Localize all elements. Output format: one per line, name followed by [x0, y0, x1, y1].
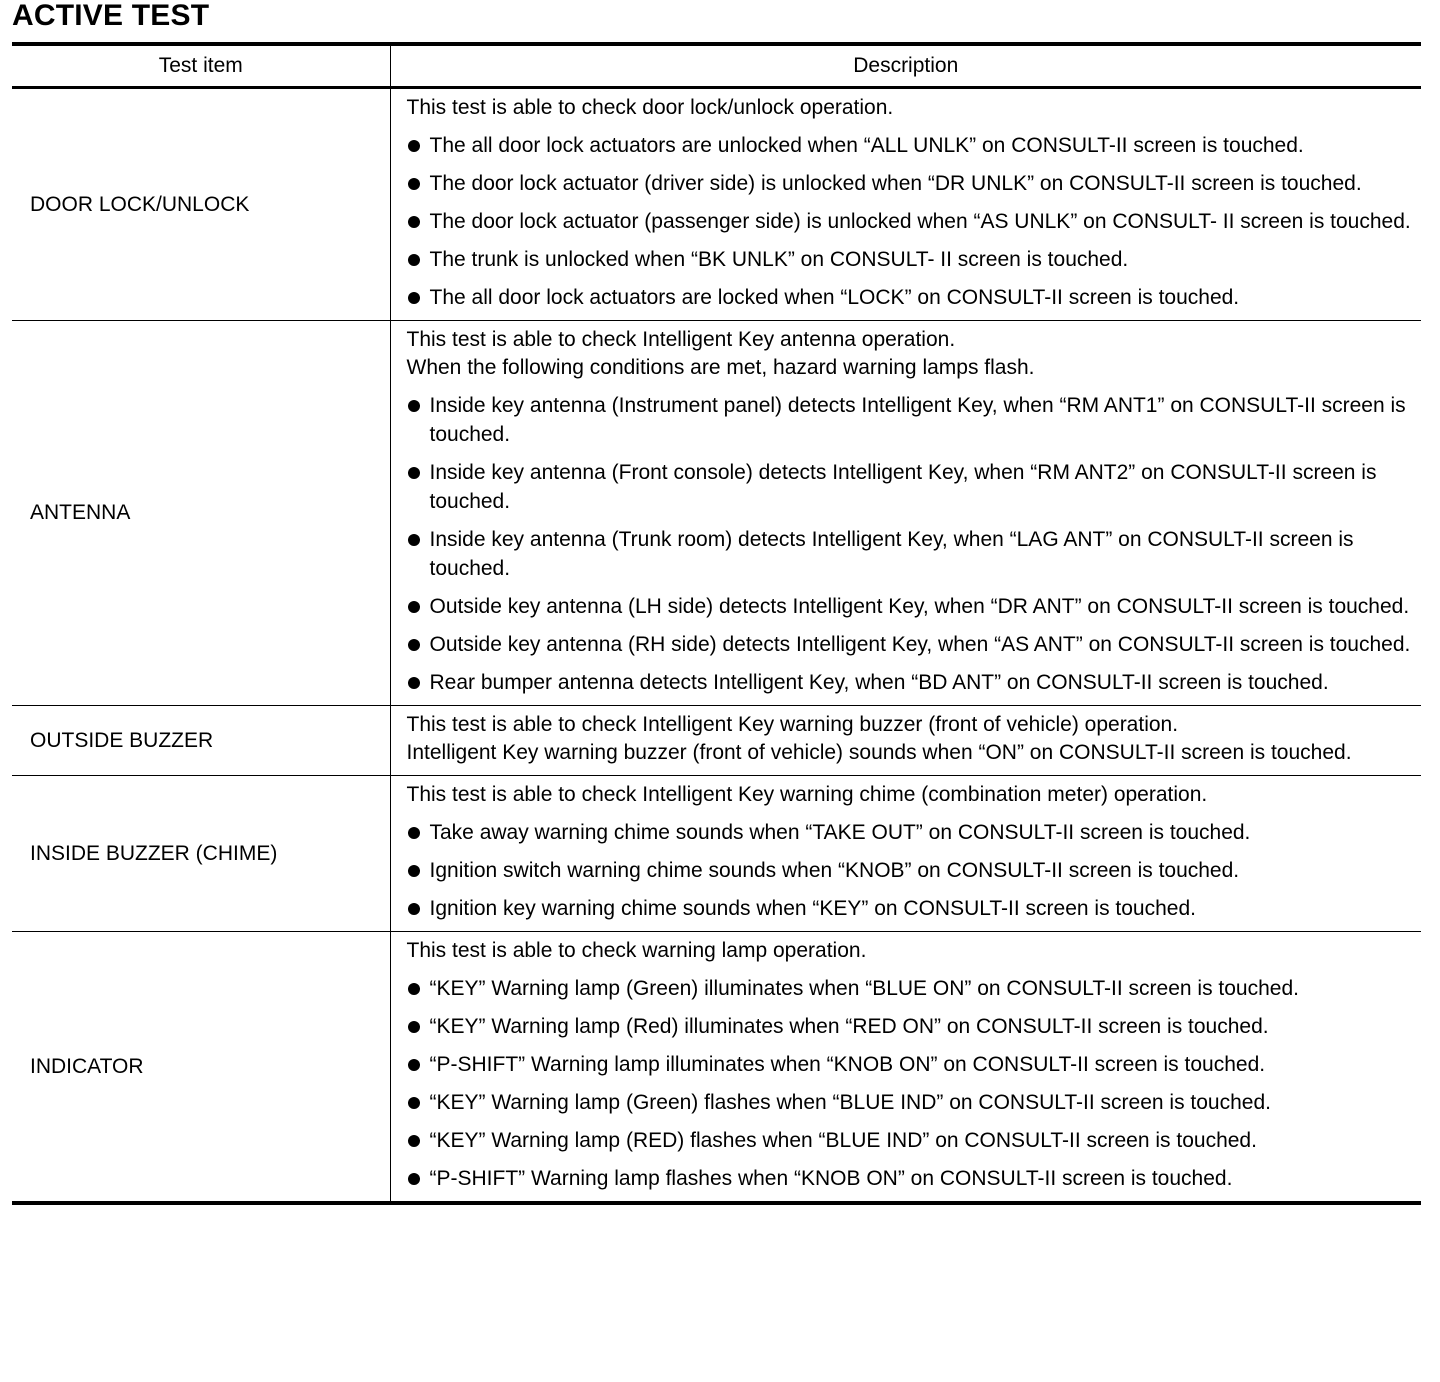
- description-intro-line: This test is able to check door lock/unlock operation.: [406, 96, 894, 119]
- bullet-text: “KEY” Warning lamp (Green) illuminates when “BLUE ON” on CONSULT-II screen is touched.: [429, 977, 1299, 1000]
- bullet-icon: [408, 639, 420, 651]
- bullet-text: Rear bumper antenna detects Intelligent Key, when “BD ANT” on CONSULT-II screen is touched.: [429, 671, 1329, 694]
- bullet-text: “KEY” Warning lamp (Red) illuminates when “RED ON” on CONSULT-II screen is touched.: [429, 1015, 1269, 1038]
- description-intro-line: This test is able to check Intelligent Key antenna operation.: [406, 328, 956, 351]
- description-cell: [390, 932, 1421, 1204]
- bullet-text: The trunk is unlocked when “BK UNLK” on CONSULT- II screen is touched.: [429, 248, 1129, 271]
- table-row: [12, 321, 1421, 706]
- bullet-icon: [408, 216, 420, 228]
- description-intro-line: This test is able to check Intelligent Key warning buzzer (front of vehicle) operation.: [406, 713, 1179, 736]
- bullet-icon: [408, 903, 420, 915]
- list-item: [407, 169, 1414, 198]
- list-item: [407, 974, 1414, 1003]
- bullet-text: Ignition key warning chime sounds when “KEY” on CONSULT-II screen is touched.: [429, 897, 1196, 920]
- list-item: [407, 1012, 1414, 1041]
- list-item: [407, 458, 1414, 516]
- list-item: [407, 207, 1414, 236]
- table-row: [12, 776, 1421, 932]
- bullet-icon: [408, 983, 420, 995]
- description-cell: [390, 706, 1421, 776]
- list-item: [407, 592, 1414, 621]
- bullet-icon: [408, 1097, 420, 1109]
- description-cell: [390, 88, 1421, 321]
- bullet-text: The door lock actuator (passenger side) is unlocked when “AS UNLK” on CONSULT- II screen is touched.: [429, 210, 1411, 233]
- description-intro-line: This test is able to check warning lamp operation.: [406, 939, 867, 962]
- bullet-text: “P-SHIFT” Warning lamp illuminates when “KNOB ON” on CONSULT-II screen is touched.: [429, 1053, 1266, 1076]
- bullet-icon: [408, 140, 420, 152]
- test-item-cell: INSIDE BUZZER (CHIME): [12, 776, 390, 932]
- active-test-table: [12, 42, 1421, 1205]
- bullet-icon: [408, 827, 420, 839]
- list-item: [407, 894, 1414, 923]
- bullet-icon: [408, 677, 420, 689]
- page-title: ACTIVE TEST: [12, 0, 210, 32]
- list-item: [407, 668, 1414, 697]
- bullet-text: Outside key antenna (RH side) detects Intelligent Key, when “AS ANT” on CONSULT-II screen is touched.: [429, 633, 1411, 656]
- bullet-list: [407, 818, 1414, 923]
- bullet-text: “KEY” Warning lamp (RED) flashes when “BLUE IND” on CONSULT-II screen is touched.: [429, 1129, 1257, 1152]
- list-item: [407, 391, 1414, 449]
- test-item-cell: DOOR LOCK/UNLOCK: [12, 88, 390, 321]
- table-header-row: [12, 44, 1421, 88]
- bullet-text: Inside key antenna (Front console) detects Intelligent Key, when “RM ANT2” on CONSULT-II screen is touched.: [429, 461, 1377, 513]
- list-item: [407, 131, 1414, 160]
- bullet-text: Inside key antenna (Trunk room) detects Intelligent Key, when “LAG ANT” on CONSULT-II screen is touched.: [429, 528, 1354, 580]
- bullet-icon: [408, 1135, 420, 1147]
- bullet-icon: [408, 534, 420, 546]
- bullet-text: Outside key antenna (LH side) detects Intelligent Key, when “DR ANT” on CONSULT-II screen is touched.: [429, 595, 1410, 618]
- table-row: [12, 88, 1421, 321]
- header-test-item: Test item: [12, 44, 390, 88]
- bullet-icon: [408, 1059, 420, 1071]
- test-item-cell: ANTENNA: [12, 321, 390, 706]
- bullet-icon: [408, 1173, 420, 1185]
- bullet-icon: [408, 467, 420, 479]
- description-cell: [390, 321, 1421, 706]
- description-intro-line: When the following conditions are met, hazard warning lamps flash.: [406, 356, 1035, 379]
- table-row: [12, 706, 1421, 776]
- table-body: [12, 88, 1421, 1204]
- bullet-icon: [408, 178, 420, 190]
- header-description: Description: [390, 44, 1421, 88]
- bullet-list: [407, 131, 1414, 312]
- table-row: [12, 932, 1421, 1204]
- list-item: [407, 1088, 1414, 1117]
- description-intro-line: This test is able to check Intelligent Key warning chime (combination meter) operation.: [406, 783, 1208, 806]
- bullet-icon: [408, 254, 420, 266]
- list-item: [407, 818, 1414, 847]
- bullet-text: Take away warning chime sounds when “TAKE OUT” on CONSULT-II screen is touched.: [429, 821, 1251, 844]
- list-item: [407, 245, 1414, 274]
- bullet-text: The all door lock actuators are unlocked when “ALL UNLK” on CONSULT-II screen is touched.: [429, 134, 1304, 157]
- bullet-list: [407, 391, 1414, 697]
- list-item: [407, 525, 1414, 583]
- test-item-cell: OUTSIDE BUZZER: [12, 706, 390, 776]
- bullet-icon: [408, 601, 420, 613]
- bullet-icon: [408, 400, 420, 412]
- bullet-text: The door lock actuator (driver side) is unlocked when “DR UNLK” on CONSULT-II screen is touched.: [429, 172, 1362, 195]
- test-item-cell: INDICATOR: [12, 932, 390, 1204]
- bullet-text: Ignition switch warning chime sounds when “KNOB” on CONSULT-II screen is touched.: [429, 859, 1240, 882]
- list-item: [407, 1164, 1414, 1193]
- description-cell: [390, 776, 1421, 932]
- list-item: [407, 856, 1414, 885]
- list-item: [407, 283, 1414, 312]
- bullet-text: “KEY” Warning lamp (Green) flashes when “BLUE IND” on CONSULT-II screen is touched.: [429, 1091, 1271, 1114]
- bullet-list: [407, 974, 1414, 1193]
- bullet-text: Inside key antenna (Instrument panel) detects Intelligent Key, when “RM ANT1” on CONSULT-II screen is touched.: [429, 394, 1406, 446]
- list-item: [407, 1050, 1414, 1079]
- bullet-icon: [408, 1021, 420, 1033]
- bullet-icon: [408, 292, 420, 304]
- bullet-icon: [408, 865, 420, 877]
- list-item: [407, 1126, 1414, 1155]
- bullet-text: The all door lock actuators are locked when “LOCK” on CONSULT-II screen is touched.: [429, 286, 1240, 309]
- bullet-text: “P-SHIFT” Warning lamp flashes when “KNOB ON” on CONSULT-II screen is touched.: [429, 1167, 1233, 1190]
- description-intro-line: Intelligent Key warning buzzer (front of vehicle) sounds when “ON” on CONSULT-II screen is touched.: [406, 741, 1352, 764]
- list-item: [407, 630, 1414, 659]
